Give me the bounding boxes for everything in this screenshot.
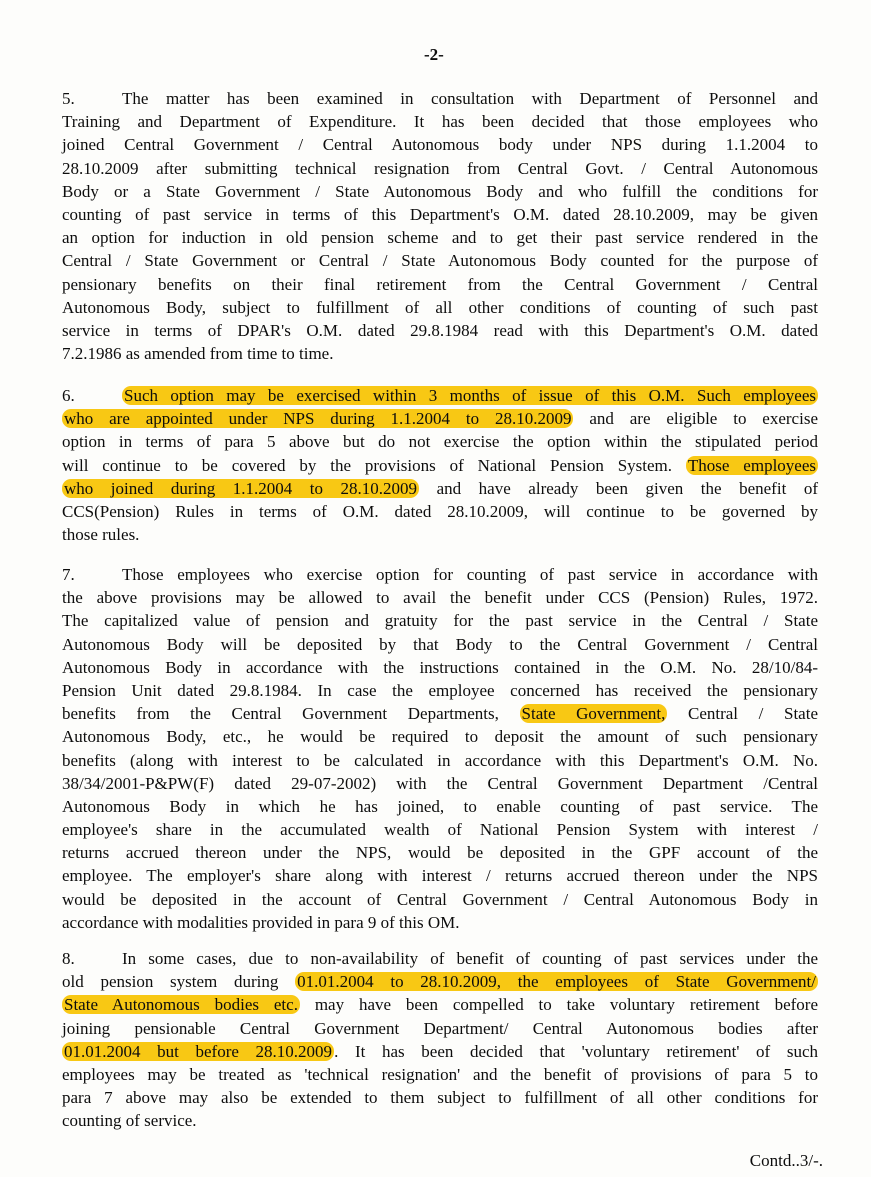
text-line <box>62 795 818 818</box>
paragraph-8 <box>62 947 818 1133</box>
text-line <box>62 911 818 934</box>
text-line <box>62 180 818 203</box>
text-segment: pensionary benefits on their final retirement from the Central Government / Central <box>62 274 818 294</box>
text-line <box>62 500 818 523</box>
text-line <box>62 110 818 133</box>
text-line <box>62 888 818 911</box>
text-segment: In some cases, due to non-availability of benefit of counting of past services under the <box>122 949 818 968</box>
text-segment: an option for induction in old pension scheme and to get their past service rendered in the <box>62 228 818 248</box>
text-segment: The matter has been examined in consultation with Department of Personnel and <box>122 89 818 108</box>
text-line <box>62 772 818 795</box>
text-segment: Those employees who exercise option for counting of past service in accordance with <box>122 565 818 584</box>
text-segment: Central / State Government or Central / State Autonomous Body counted for the purpose of <box>62 251 818 271</box>
text-line <box>62 749 818 772</box>
paragraph-5 <box>62 87 818 365</box>
text-line <box>62 273 818 296</box>
text-line <box>62 133 818 156</box>
text-segment: Autonomous Body in which he has joined, to enable counting of past service. The <box>62 796 818 816</box>
text-segment: joined Central Government / Central Autonomous body under NPS during 1.1.2004 to <box>62 135 818 155</box>
continued-note: Contd..3/-. <box>749 1151 823 1170</box>
text-line <box>62 563 818 586</box>
text-segment: 28.10.2009 after submitting technical resignation from Central Govt. / Central Autonomous <box>62 158 818 178</box>
text-line <box>62 477 818 500</box>
highlighted-text: 01.01.2004 to 28.10.2009, the employees of State Government/ <box>297 972 816 992</box>
text-segment: and have already been given the benefit of <box>419 478 818 498</box>
text-line <box>62 384 818 407</box>
text-segment: 38/34/2001-P&PW(F) dated 29-07-2002) with the Central Government Department /Central <box>62 773 818 793</box>
text-segment: Autonomous Body, subject to fulfillment of all other conditions of counting of such past <box>62 297 818 317</box>
text-segment: the above provisions may be allowed to avail the benefit under CCS (Pension) Rules, 1972. <box>62 588 818 608</box>
text-line <box>62 430 818 453</box>
text-line <box>62 1086 818 1109</box>
text-segment: joining pensionable Central Government Department/ Central Autonomous bodies after <box>62 1018 818 1038</box>
highlighted-text: Those employees <box>687 455 816 475</box>
text-segment: benefits (along with interest to be calculated in accordance with this Department's O.M. No. <box>62 750 818 770</box>
text-segment: option in terms of para 5 above but do not exercise the option within the stipulated period <box>62 432 818 452</box>
paragraph-number: 5. <box>62 89 75 108</box>
text-line <box>62 864 818 887</box>
text-line <box>62 656 818 679</box>
text-segment: counting of past service in terms of this Department's O.M. dated 28.10.2009, may be given <box>62 204 818 224</box>
page-number: -2- <box>424 45 444 64</box>
text-segment: Pension Unit dated 29.8.1984. In case the employee concerned has received the pensionary <box>62 680 818 700</box>
text-line <box>62 157 818 180</box>
text-line <box>62 947 818 970</box>
text-segment: CCS(Pension) Rules in terms of O.M. dated 28.10.2009, will continue to be governed by <box>62 501 818 521</box>
text-line <box>62 1040 818 1063</box>
text-line <box>62 1109 818 1132</box>
text-segment: accordance with modalities provided in para 9 of this OM. <box>62 912 460 932</box>
text-segment: . It has been decided that 'voluntary retirement' of such <box>334 1041 818 1061</box>
text-line <box>62 841 818 864</box>
text-line <box>62 203 818 226</box>
text-segment: may have been compelled to take voluntary retirement before <box>299 995 818 1015</box>
text-line <box>62 342 818 365</box>
text-line <box>62 407 818 430</box>
text-segment: employees may be treated as 'technical resignation' and the benefit of provisions of para 5 to <box>62 1064 818 1084</box>
text-segment: counting of service. <box>62 1111 197 1131</box>
text-line <box>62 818 818 841</box>
text-line <box>62 609 818 632</box>
text-line <box>62 633 818 656</box>
text-line <box>62 319 818 342</box>
text-segment: old pension system during <box>62 972 296 992</box>
text-line <box>62 679 818 702</box>
text-segment: Training and Department of Expenditure. It has been decided that those employees who <box>62 112 818 132</box>
text-line <box>62 970 818 993</box>
text-segment: would be deposited in the account of Central Government / Central Autonomous Body in <box>62 889 818 909</box>
text-line <box>62 296 818 319</box>
paragraph-number: 7. <box>62 565 75 584</box>
text-segment: Body or a State Government / State Autonomous Body and who fulfill the conditions for <box>62 181 818 201</box>
text-segment: returns accrued thereon under the NPS, would be deposited in the GPF account of the <box>62 843 818 863</box>
text-line <box>62 702 818 725</box>
highlighted-text: State Autonomous bodies etc. <box>64 995 298 1015</box>
text-segment: The capitalized value of pension and gratuity for the past service in the Central / State <box>62 611 818 631</box>
paragraph-6 <box>62 384 818 546</box>
text-segment: employee's share in the accumulated wealth of National Pension System with interest / <box>62 820 818 840</box>
text-line <box>62 1017 818 1040</box>
text-line <box>62 586 818 609</box>
text-segment: benefits from the Central Government Departments, <box>62 704 520 724</box>
paragraph-number: 8. <box>62 949 75 968</box>
text-line <box>62 454 818 477</box>
highlighted-text: who joined during 1.1.2004 to 28.10.2009 <box>64 478 418 498</box>
text-line <box>62 725 818 748</box>
text-segment: Autonomous Body, etc., he would be required to deposit the amount of such pensionary <box>62 727 818 747</box>
paragraph-number: 6. <box>62 386 75 405</box>
highlighted-text: Such option may be exercised within 3 months of issue of this O.M. Such employees <box>124 386 816 405</box>
text-segment: Autonomous Body in accordance with the instructions contained in the O.M. No. 28/10/84- <box>62 657 818 677</box>
highlighted-text: 01.01.2004 but before 28.10.2009 <box>64 1041 333 1061</box>
text-segment: employee. The employer's share along with interest / returns accrued thereon under the NPS <box>62 866 818 886</box>
text-segment: those rules. <box>62 525 140 545</box>
text-segment: will continue to be covered by the provisions of National Pension System. <box>62 455 686 475</box>
paragraph-7 <box>62 563 818 934</box>
text-line <box>62 523 818 546</box>
text-line <box>62 249 818 272</box>
text-segment: para 7 above may also be extended to them subject to fulfillment of all other conditions for <box>62 1088 818 1108</box>
text-line <box>62 87 818 110</box>
text-segment: service in terms of DPAR's O.M. dated 29.8.1984 read with this Department's O.M. dated <box>62 320 818 340</box>
highlighted-text: who are appointed under NPS during 1.1.2004 to 28.10.2009 <box>64 409 572 429</box>
text-line <box>62 993 818 1016</box>
text-segment: Central / State <box>667 704 818 724</box>
text-line <box>62 1063 818 1086</box>
text-segment: and are eligible to exercise <box>573 409 818 429</box>
text-line <box>62 226 818 249</box>
highlighted-text: State Government, <box>521 704 666 724</box>
text-segment: 7.2.1986 as amended from time to time. <box>62 344 334 364</box>
text-segment: Autonomous Body will be deposited by that Body to the Central Government / Central <box>62 634 818 654</box>
